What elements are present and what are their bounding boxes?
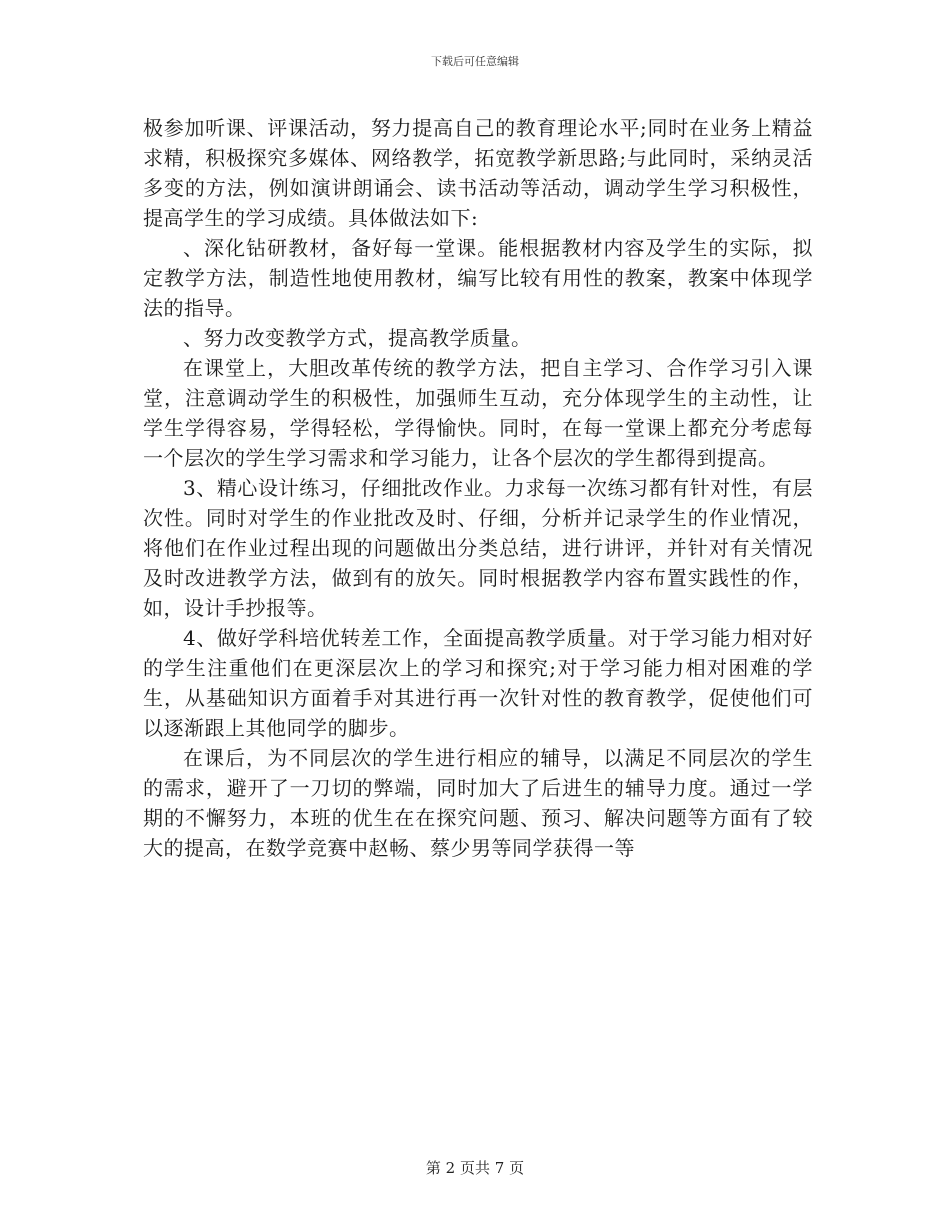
paragraph-tiered-students: 4、做好学科培优转差工作，全面提高教学质量。对于学习能力相对好的学生注重他们在更深层次上的学习和探究;对于学习能力相对困难的学生，从基础知识方面着手对其进行再一次针对性的教育教学，促使他们可以逐渐跟上其他同学的脚步。 — [143, 626, 813, 740]
document-body — [143, 113, 813, 863]
paragraph-teaching-method: 、努力改变教学方式，提高教学质量。 — [183, 326, 532, 350]
paragraph-after-class: 在课后，为不同层次的学生进行相应的辅导，以满足不同层次的学生的需求，避开了一刀切的弊端，同时加大了后进生的辅导力度。通过一学期的不懈努力，本班的优生在在探究问题、预习、解决问题等方面有了较大的提高，在数学竞赛中赵畅、蔡少男等同学获得一等 — [143, 746, 813, 860]
page-header: 下载后可任意编辑 — [431, 55, 519, 68]
paragraph-exercises: 3、精心设计练习，仔细批改作业。力求每一次练习都有针对性，有层次性。同时对学生的作业批改及时、仔细，分析并记录学生的作业情况，将他们在作业过程出现的问题做出分类总结，进行讲评，并针对有关情况及时改进教学方法，做到有的放矢。同时根据教学内容布置实践性的作，如，设计手抄报等。 — [143, 476, 813, 620]
paragraph-study-materials: 、深化钻研教材，备好每一堂课。能根据教材内容及学生的实际，拟定教学方法，制造性地使用教材，编写比较有用性的教案，教案中体现学法的指导。 — [143, 236, 813, 320]
page-number: 第 2 页共 7 页 — [425, 1159, 525, 1177]
paragraph-continued: 极参加听课、评课活动，努力提高自己的教育理论水平;同时在业务上精益求精，积极探究多媒体、网络教学，拓宽教学新思路;与此同时，采纳灵活多变的方法，例如演讲朗诵会、读书活动等活动，调动学生学习积极性，提高学生的学习成绩。具体做法如下: — [143, 116, 813, 230]
paragraph-classroom: 在课堂上，大胆改革传统的教学方法，把自主学习、合作学习引入课堂，注意调动学生的积极性，加强师生互动，充分体现学生的主动性，让学生学得容易，学得轻松，学得愉快。同时，在每一堂课上都充分考虑每一个层次的学生学习需求和学习能力，让各个层次的学生都得到提高。 — [143, 356, 813, 470]
